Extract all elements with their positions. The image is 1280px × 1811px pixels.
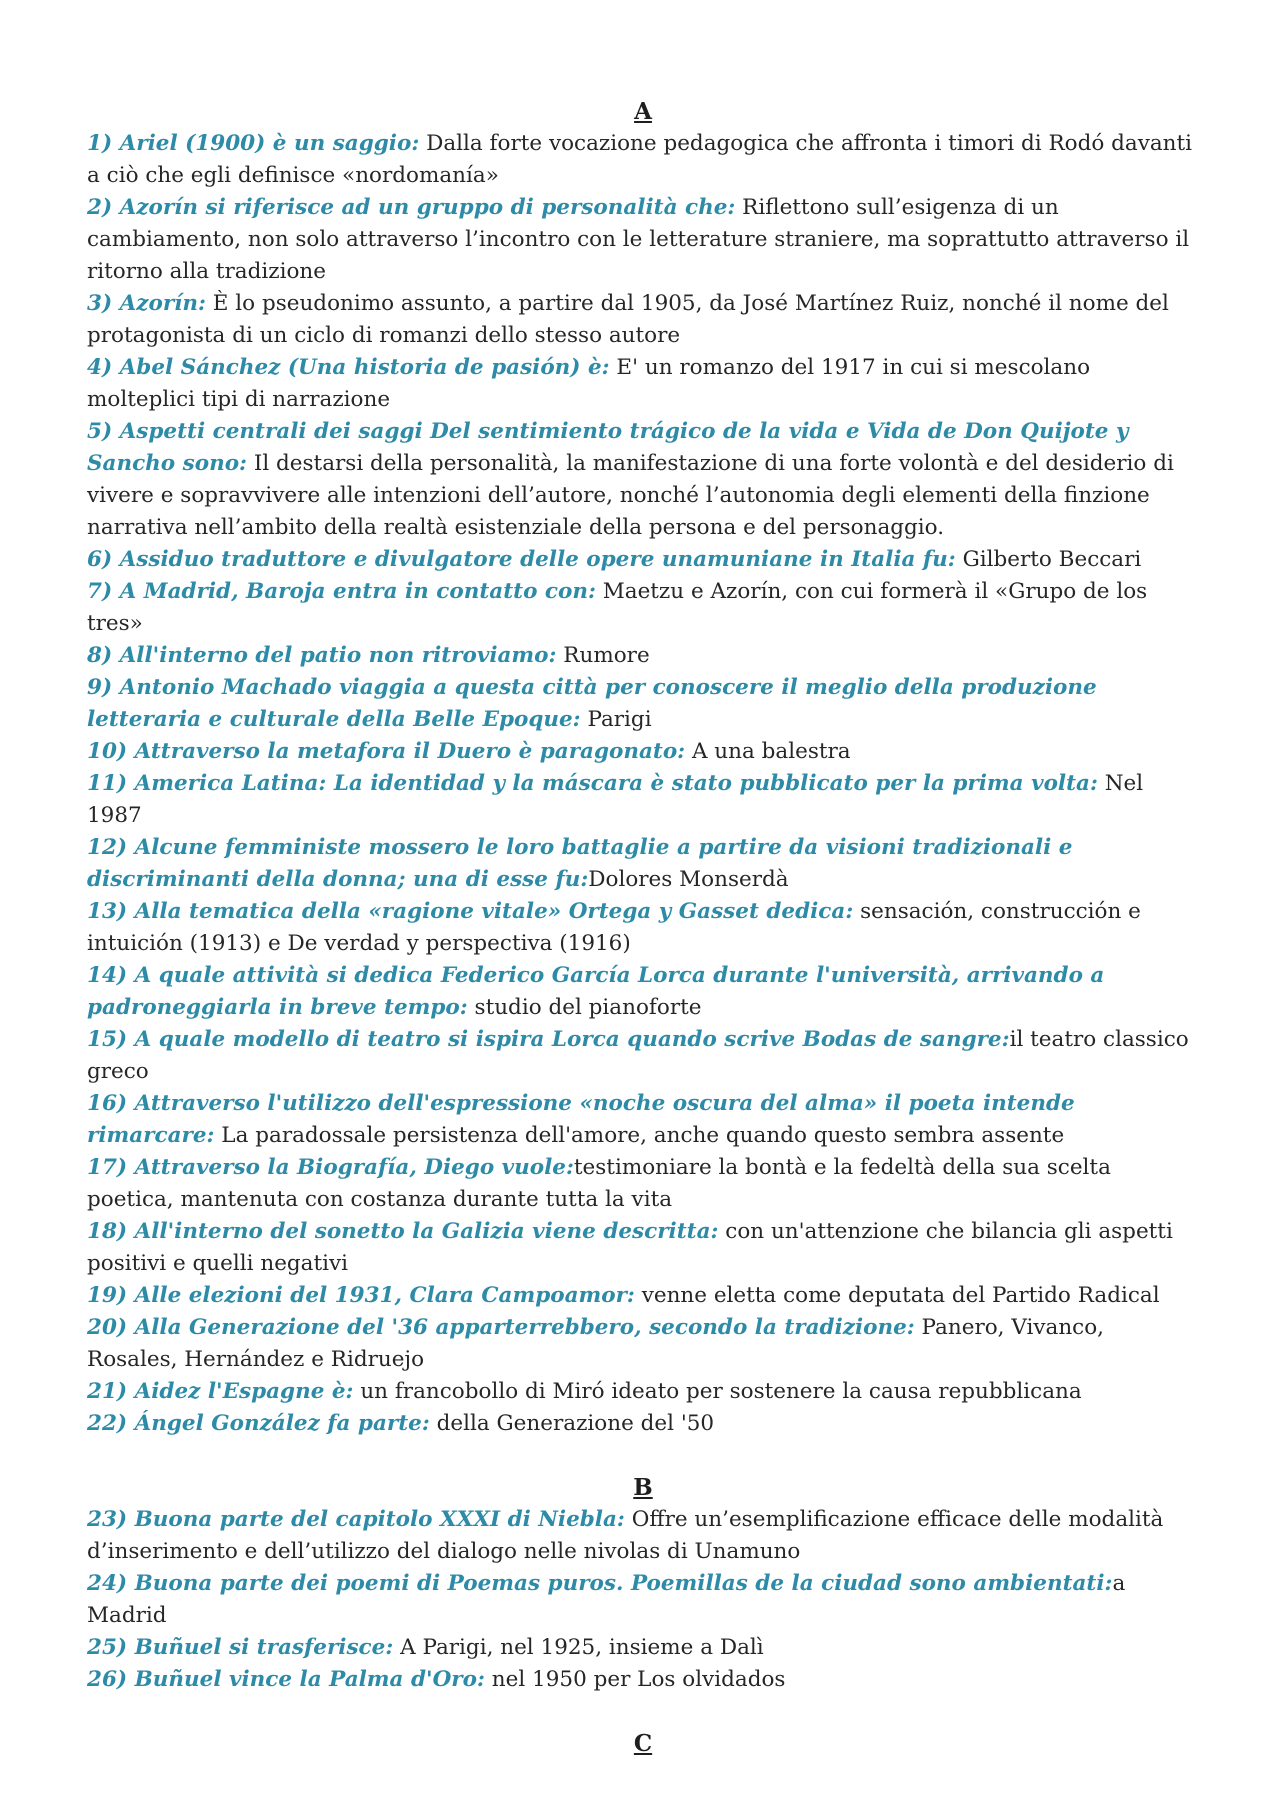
qa-item-10 xyxy=(87,736,1199,768)
question: 4) Abel Sánchez (Una historia de pasión) è: xyxy=(87,355,610,380)
section-heading-b: B xyxy=(633,1474,653,1501)
qa-item-23 xyxy=(87,1504,1199,1568)
question: 2) Azorín si riferisce ad un gruppo di personalità che: xyxy=(87,195,736,220)
qa-item-11 xyxy=(87,768,1199,832)
answer: A una balestra xyxy=(685,739,851,764)
qa-item-20 xyxy=(87,1312,1199,1376)
document-page xyxy=(87,96,1199,1760)
question: 24) Buona parte dei poemi di Poemas puros. Poemillas de la ciudad sono ambientati: xyxy=(87,1571,1113,1596)
question: 19) Alle elezioni del 1931, Clara Campoamor: xyxy=(87,1283,635,1308)
answer: il teatro classico greco xyxy=(87,1027,1189,1084)
qa-item-12 xyxy=(87,832,1199,896)
answer: Nel 1987 xyxy=(87,771,1144,828)
qa-item-16 xyxy=(87,1088,1199,1152)
answer: Panero, Vivanco, Rosales, Hernández e Ridruejo xyxy=(87,1315,1104,1372)
answer: studio del pianoforte xyxy=(467,995,702,1020)
answer: della Generazione del '50 xyxy=(429,1411,715,1436)
answer: E' un romanzo del 1917 in cui si mescolano molteplici tipi di narrazione xyxy=(87,355,1091,412)
question: 25) Buñuel si trasferisce: xyxy=(87,1635,394,1660)
qa-item-26 xyxy=(87,1664,1199,1696)
qa-item-6 xyxy=(87,544,1199,576)
answer: Parigi xyxy=(580,707,652,732)
answer: un francobollo di Miró ideato per sostenere la causa repubblicana xyxy=(353,1379,1082,1404)
section-heading-c: C xyxy=(633,1730,653,1757)
answer: Maetzu e Azorín, con cui formerà il «Grupo de los tres» xyxy=(87,579,1148,636)
qa-item-17 xyxy=(87,1152,1199,1216)
question: 10) Attraverso la metafora il Duero è paragonato: xyxy=(87,739,686,764)
question: 26) Buñuel vince la Palma d'Oro: xyxy=(87,1667,485,1692)
question: 15) A quale modello di teatro si ispira Lorca quando scrive Bodas de sangre: xyxy=(87,1027,1010,1052)
qa-item-21 xyxy=(87,1376,1199,1408)
question: 13) Alla tematica della «ragione vitale» Ortega y Gasset dedica: xyxy=(87,899,854,924)
answer: La paradossale persistenza dell'amore, anche quando questo sembra assente xyxy=(214,1123,1065,1148)
qa-item-8 xyxy=(87,640,1199,672)
answer: Gilberto Beccari xyxy=(955,547,1142,572)
qa-item-19 xyxy=(87,1280,1199,1312)
section-c xyxy=(87,1728,1199,1760)
question: 9) Antonio Machado viaggia a questa città per conoscere il meglio della produzione letteraria e culturale della Belle Epoque: xyxy=(87,675,1097,732)
qa-item-5 xyxy=(87,416,1199,544)
question: 3) Azorín: xyxy=(87,291,206,316)
question: 12) Alcune femministe mossero le loro battaglie a partire da visioni tradizionali e discriminanti della donna; una di esse fu: xyxy=(87,835,1073,892)
answer: A Parigi, nel 1925, insieme a Dalì xyxy=(393,1635,764,1660)
qa-item-3 xyxy=(87,288,1199,352)
answer: Dolores Monserdà xyxy=(588,867,789,892)
answer: venne eletta come deputata del Partido Radical xyxy=(634,1283,1160,1308)
qa-item-1 xyxy=(87,128,1199,192)
answer: Rumore xyxy=(556,643,650,668)
question: 11) America Latina: La identidad y la máscara è stato pubblicato per la prima volta: xyxy=(87,771,1098,796)
answer: nel 1950 per Los olvidados xyxy=(484,1667,786,1692)
qa-item-13 xyxy=(87,896,1199,960)
question: 20) Alla Generazione del '36 apparterrebbero, secondo la tradizione: xyxy=(87,1315,915,1340)
section-a xyxy=(87,96,1199,1440)
answer: Dalla forte vocazione pedagogica che affronta i timori di Rodó davanti a ciò che egli definisce «nordomanía» xyxy=(87,131,1193,188)
question: 8) All'interno del patio non ritroviamo: xyxy=(87,643,557,668)
answer: con un'attenzione che bilancia gli aspetti positivi e quelli negativi xyxy=(87,1219,1173,1276)
qa-item-15 xyxy=(87,1024,1199,1088)
qa-item-9 xyxy=(87,672,1199,736)
answer: Il destarsi della personalità, la manifestazione di una forte volontà e del desiderio di vivere e sopravvivere alle intenzioni dell’autore, nonché l’autonomia degli elementi della finzione narrativa nell’ambito della realtà esistenziale della persona e del personaggio. xyxy=(87,451,1174,540)
answer: a Madrid xyxy=(87,1571,1126,1628)
question: 17) Attraverso la Biografía, Diego vuole: xyxy=(87,1155,574,1180)
qa-item-14 xyxy=(87,960,1199,1024)
question: 1) Ariel (1900) è un saggio: xyxy=(87,131,420,156)
question: 21) Aidez l'Espagne è: xyxy=(87,1379,354,1404)
answer: Riflettono sull’esigenza di un cambiamento, non solo attraverso l’incontro con le letterature straniere, ma soprattutto attraverso il ritorno alla tradizione xyxy=(87,195,1190,284)
qa-item-24 xyxy=(87,1568,1199,1632)
qa-item-22 xyxy=(87,1408,1199,1440)
question: 6) Assiduo traduttore e divulgatore delle opere unamuniane in Italia fu: xyxy=(87,547,956,572)
qa-item-18 xyxy=(87,1216,1199,1280)
answer: testimoniare la bontà e la fedeltà della sua scelta poetica, mantenuta con costanza durante tutta la vita xyxy=(87,1155,1111,1212)
answer: È lo pseudonimo assunto, a partire dal 1905, da José Martínez Ruiz, nonché il nome del protagonista di un ciclo di romanzi dello stesso autore xyxy=(87,291,1169,348)
qa-item-4 xyxy=(87,352,1199,416)
question: 23) Buona parte del capitolo XXXI di Niebla: xyxy=(87,1507,625,1532)
qa-item-7 xyxy=(87,576,1199,640)
question: 18) All'interno del sonetto la Galizia viene descritta: xyxy=(87,1219,719,1244)
qa-item-2 xyxy=(87,192,1199,288)
answer: Offre un’esemplificazione efficace delle modalità d’inserimento e dell’utilizzo del dialogo nelle nivolas di Unamuno xyxy=(87,1507,1164,1564)
section-b xyxy=(87,1472,1199,1696)
answer: sensación, construcción e intuición (1913) e De verdad y perspectiva (1916) xyxy=(87,899,1141,956)
qa-item-25 xyxy=(87,1632,1199,1664)
question: 22) Ángel González fa parte: xyxy=(87,1411,430,1436)
question: 5) Aspetti centrali dei saggi Del sentimiento trágico de la vida e Vida de Don Quijote y Sancho sono: xyxy=(87,419,1129,476)
question: 7) A Madrid, Baroja entra in contatto con: xyxy=(87,579,596,604)
section-heading-a: A xyxy=(634,98,652,125)
question: 14) A quale attività si dedica Federico García Lorca durante l'università, arrivando a padroneggiarla in breve tempo: xyxy=(87,963,1105,1020)
question: 16) Attraverso l'utilizzo dell'espressione «noche oscura del alma» il poeta intende rimarcare: xyxy=(87,1091,1075,1148)
